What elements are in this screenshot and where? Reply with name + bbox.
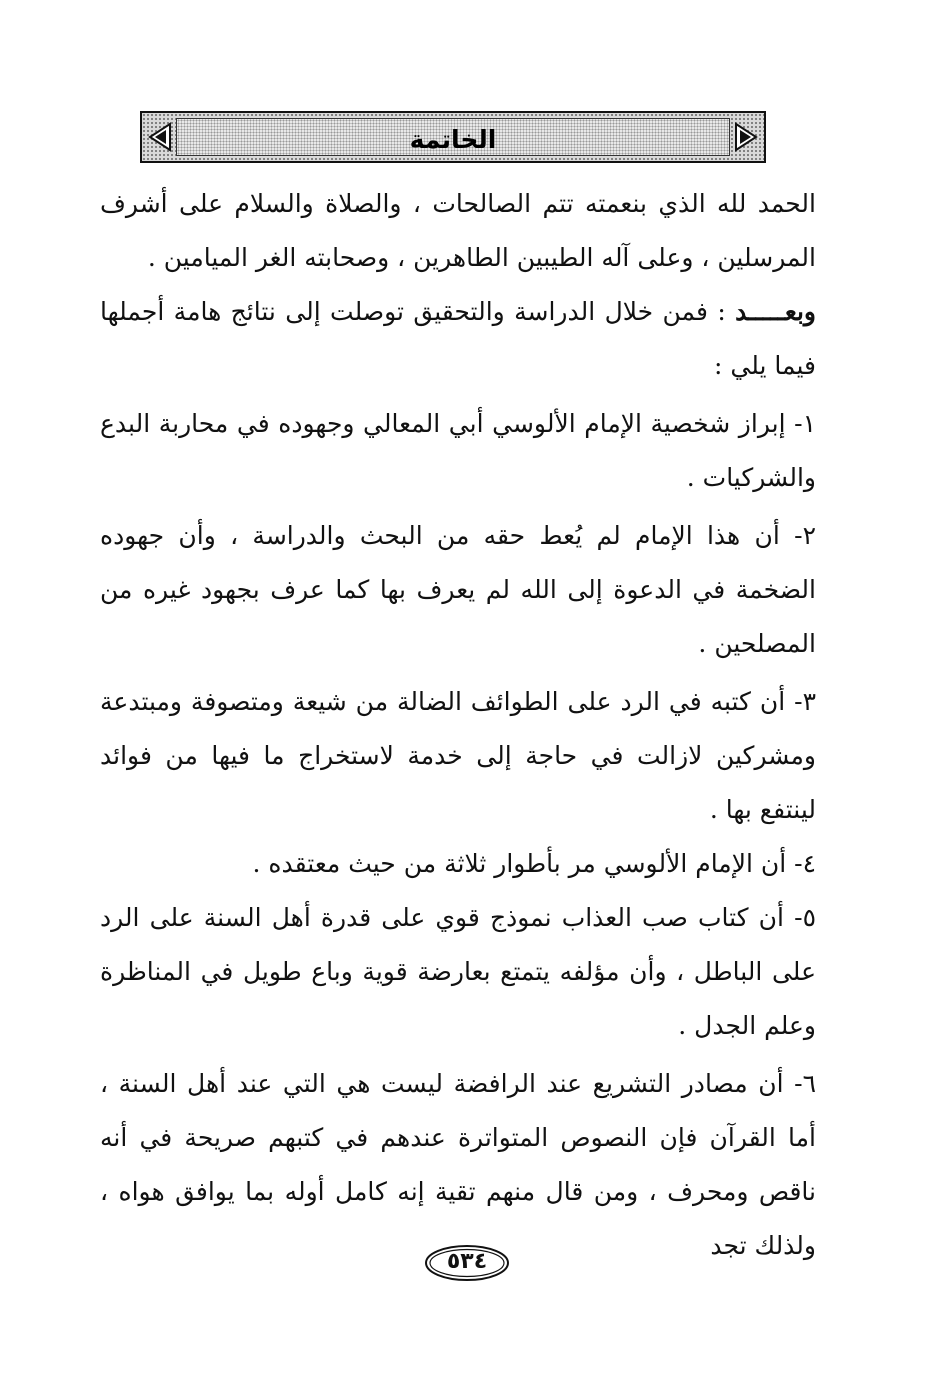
- paragraph-text: ١- إبراز شخصية الإمام الألوسي أبي المعالي وجهوده في محاربة البدع والشركيات .: [100, 409, 816, 492]
- result-item-6: [100, 1057, 816, 1273]
- result-item-3: [100, 675, 816, 837]
- page-number: ٥٣٤: [446, 1249, 488, 1274]
- page-number-badge: [423, 1243, 511, 1283]
- paragraph-text: ٤- أن الإمام الألوسي مر بأطوار ثلاثة من حيث معتقده .: [252, 849, 816, 878]
- chapter-body: [100, 177, 816, 1273]
- paragraph-lead: وبعـــــد: [735, 297, 816, 326]
- chapter-banner: [140, 111, 766, 163]
- paragraph-intro: [100, 177, 816, 285]
- arrow-left-icon: [146, 122, 172, 152]
- banner-panel: [176, 118, 730, 156]
- paragraph-text: ٦- أن مصادر التشريع عند الرافضة ليست هي التي عند أهل السنة ، أما القرآن فإن النصوص المتواترة عندهم في كتبهم صريحة في أنه ناقص ومحرف ، ومن قال منهم تقية إنه كامل أوله بما يوافق هواه ، ولذلك تجد: [100, 1069, 816, 1260]
- result-item-5: [100, 891, 816, 1053]
- result-item-1: [100, 397, 816, 505]
- result-item-2: [100, 509, 816, 671]
- result-item-4: [100, 837, 816, 891]
- chapter-title: الخاتمة: [409, 125, 497, 154]
- arrow-right-icon: [734, 122, 760, 152]
- paragraph-text: الحمد لله الذي بنعمته تتم الصالحات ، والصلاة والسلام على أشرف المرسلين ، وعلى آله الطيبين الطاهرين ، وصحابته الغر الميامين .: [100, 189, 816, 272]
- paragraph-text: ٢- أن هذا الإمام لم يُعط حقه من البحث والدراسة ، وأن جهوده الضخمة في الدعوة إلى الله لم يعرف بها كما عرف بجهود غيره من المصلحين .: [100, 521, 816, 658]
- paragraph-text: : فمن خلال الدراسة والتحقيق توصلت إلى نتائج هامة أجملها فيما يلي :: [100, 297, 816, 380]
- paragraph-text: ٥- أن كتاب صب العذاب نموذج قوي على قدرة أهل السنة على الرد على الباطل ، وأن مؤلفه يتمتع بعارضة قوية وباع طويل في المناظرة وعلم الجدل .: [100, 903, 816, 1040]
- paragraph-text: ٣- أن كتبه في الرد على الطوائف الضالة من شيعة ومتصوفة ومبتدعة ومشركين لازالت في حاجة إلى خدمة لاستخراج ما فيها من فوائد لينتفع بها .: [100, 687, 816, 824]
- paragraph-opening: [100, 285, 816, 393]
